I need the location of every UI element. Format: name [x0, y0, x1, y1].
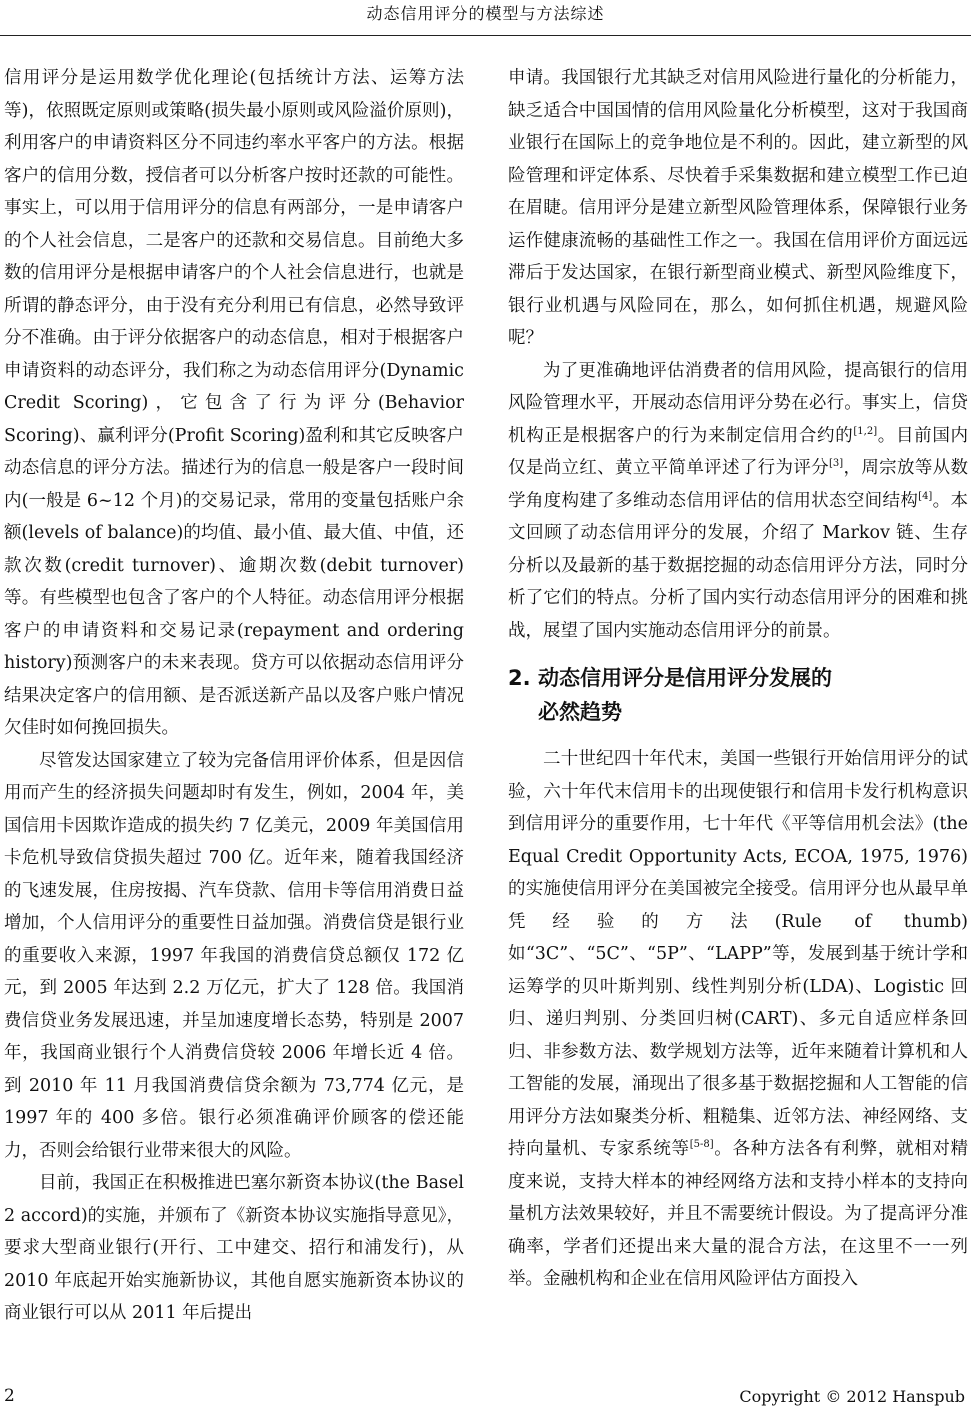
paragraph-basel-continued: 申请。我国银行尤其缺乏对信用风险进行量化的分析能力，缺乏适合中国国情的信用风险量化分析模型，这对于我国商业银行在国际上的竞争地位是不利的。因此，建立新型的风险管理和评定体系、尽快着手采集数据和建立模型工作已迫在眉睫。信用评分是建立新型风险管理体系，保障银行业务运作健康流畅的基础性工作之一。我国在信用评价方面远远滞后于发达国家，在银行新型商业模式、新型风险维度下，银行业机遇与风险同在，那么，如何抓住机遇，规避风险呢？	[508, 68, 968, 348]
copyright-notice: Copyright © 2012 Hanspub	[739, 1387, 965, 1406]
paragraph-motivation	[508, 355, 968, 648]
paragraph-losses: 尽管发达国家建立了较为完备信用评价体系，但是因信用而产生的经济损失问题却时有发生，例如，2004 年，美国信用卡因欺诈造成的损失约 7 亿美元，2009 年美国信用卡危机导致信贷损失超过 700 亿。近年来，随着我国经济的飞速发展，住房按揭、汽车贷款、信用卡等信用消费日益增加，个人信用评分的重要性日益加强。消费信贷是银行业的重要收入来源，1997 年我国的消费信贷总额仅 172 亿元，到 2005 年达到 2.2 万亿元，扩大了 128 倍。我国消费信贷业务发展迅速，并呈加速度增长态势，特别是 2007 年，我国商业银行个人消费信贷较 2006 年增长近 4 倍。到 2010 年 11 月我国消费信贷余额为 73,774 亿元，是 1997 年的 400 多倍。银行必须准确评价顾客的偿还能力，否则会给银行业带来很大的风险。	[4, 750, 464, 1161]
text-segment: ，周宗放等从数学角度构建了多维动态信用评估的信用状态空间结构	[508, 458, 969, 511]
right-column	[508, 62, 968, 1296]
text-segment: 。本文回顾了动态信用评分的发展，介绍了 Markov 链、生存分析以及最新的基于数据挖掘的动态信用评分方法，同时分析了它们的特点。分析了国内实行动态信用评分的困难和挑战，展望了国内实施动态信用评分的前景。	[508, 490, 969, 641]
section-title-line1: 动态信用评分是信用评分发展的	[538, 666, 832, 690]
citation: [3]	[829, 458, 844, 470]
text-segment: 。目前国内仅是尚立红、黄立平简单评述了行为评分	[508, 425, 969, 478]
citation: [1,2]	[853, 425, 878, 437]
running-title: 动态信用评分的模型与方法综述	[366, 4, 605, 23]
paragraph-history	[508, 743, 968, 1296]
left-column	[4, 62, 464, 1330]
text-segment: 为了更准确地评估消费者的信用风险，提高银行的信用风险管理水平，开展动态信用评分势在必行。事实上，信贷机构正是根据客户的行为来制定信用合约的	[508, 360, 968, 446]
text-segment: 二十世纪四十年代末，美国一些银行开始信用评分的试验，六十年代末信用卡的出现使银行和信用卡发行机构意识到信用评分的重要作用，七十年代《平等信用机会法》(the Equal Credit Opportunity Acts, ECOA, 1975, 1976)的实施使信用评分在美国被完全接受。信用评分也从最早单凭经验的方法(Rule of thumb)如“3C”、“5C”、“5P”、“LAPP”等，发展到基于统计学和运筹学的贝叶斯判别、线性判别分析(LDA)、Logistic 回归、递归判别、分类回归树(CART)、多元自适应样条回归、非参数方法、数学规划方法等，近年来随着计算机和人工智能的发展，涌现出了很多基于数据挖掘和人工智能的信用评分方法如聚类分析、粗糙集、近邻方法、神经网络、支持向量机、专家系统等	[508, 749, 968, 1159]
citation: [4]	[918, 490, 933, 502]
paragraph-intro: 信用评分是运用数学优化理论(包括统计方法、运筹方法等)，依照既定原则或策略(损失最小原则或风险溢价原则)，利用客户的申请资料区分不同违约率水平客户的方法。根据客户的信用分数，授信者可以分析客户按时还款的可能性。事实上，可以用于信用评分的信息有两部分，一是申请客户的个人社会信息，二是客户的还款和交易信息。目前绝大多数的信用评分是根据申请客户的个人社会信息进行，也就是所谓的静态评分，由于没有充分利用已有信息，必然导致评分不准确。由于评分依据客户的动态信息，相对于根据客户申请资料的动态评分，我们称之为动态信用评分(Dynamic Credit Scoring)，它包含了行为评分(Behavior Scoring)、赢利评分(Profit Scoring)盈利和其它反映客户动态信息的评分方法。描述行为的信息一般是客户一段时间内(一般是 6~12 个月)的交易记录，常用的变量包括账户余额(levels of balance)的均值、最小值、最大值、中值，还款次数(credit turnover)、逾期次数(debit turnover)等。有些模型也包含了客户的个人特征。动态信用评分根据客户的申请资料和交易记录(repayment and ordering history)预测客户的未来表现。贷方可以依据动态信用评分结果决定客户的信用额、是否派送新产品以及客户账户情况欠佳时如何挽回损失。	[4, 68, 464, 738]
section-number: 2.	[508, 666, 531, 690]
section-title-line2: 必然趋势	[538, 700, 622, 724]
paragraph-basel: 目前，我国正在积极推进巴塞尔新资本协议(the Basel 2 accord)的实施，并颁布了《新资本协议实施指导意见》，要求大型商业银行(开行、工中建交、招行和浦发行)，从 2010 年底起开始实施新协议，其他自愿实施新资本协议的商业银行可以从 2011 年后提出	[4, 1173, 464, 1323]
header-rule	[0, 35, 971, 36]
citation: [5-8]	[689, 1139, 714, 1151]
text-segment: 。各种方法各有利弊，就相对精度来说，支持大样本的神经网络方法和支持小样本的支持向量机方法效果较好，并且不需要统计假设。为了提高评分准确率，学者们还提出来大量的混合方法，在这里不一一列举。金融机构和企业在信用风险评估方面投入	[508, 1139, 969, 1289]
page-number: 2	[4, 1386, 15, 1406]
section-heading	[508, 661, 968, 729]
